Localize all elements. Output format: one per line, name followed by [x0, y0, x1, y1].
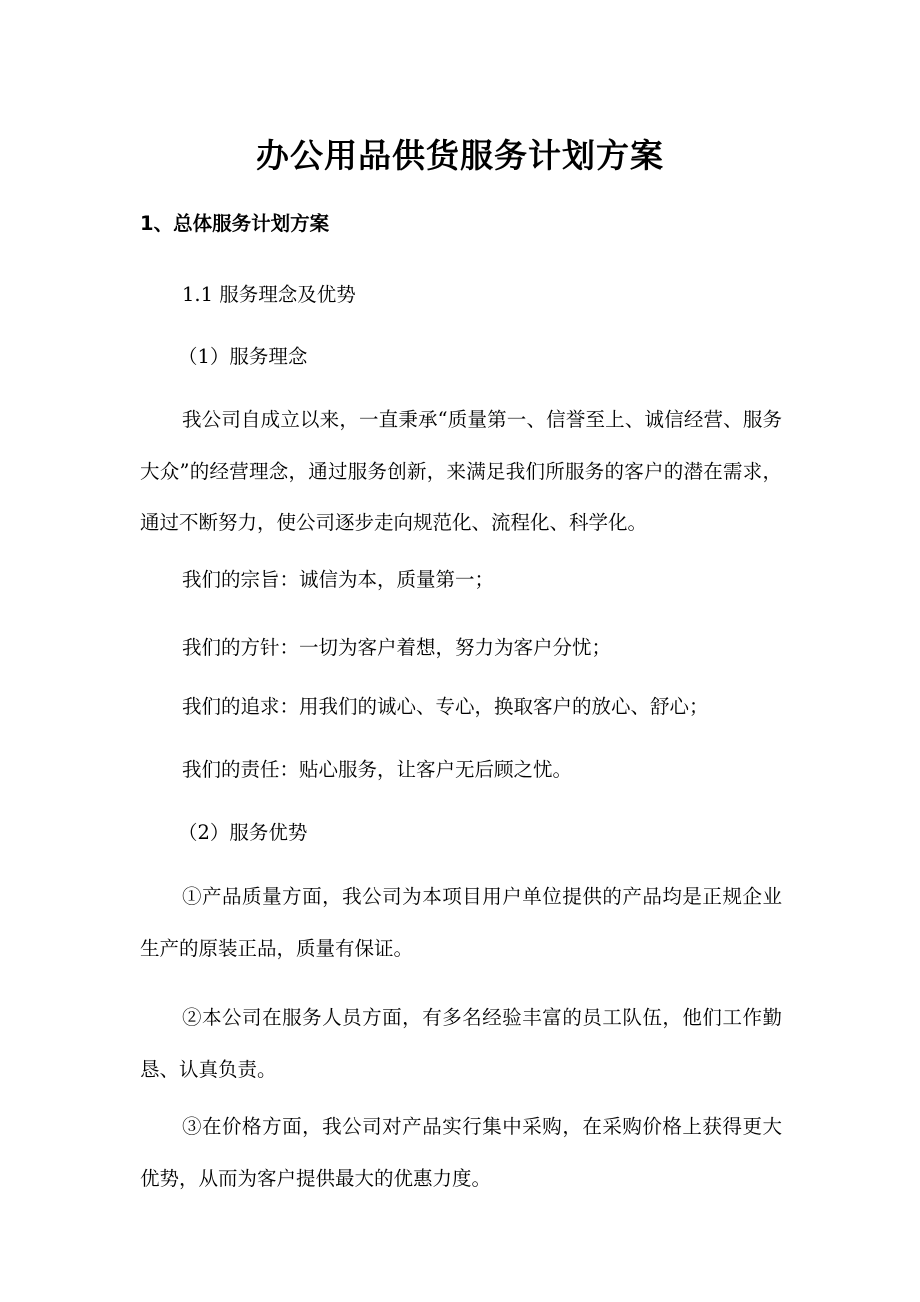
part-heading-service-philosophy: （1）服务理念 [178, 345, 308, 368]
section-heading-1: 1、总体服务计划方案 [140, 212, 330, 235]
document-title: 办公用品供货服务计划方案 [256, 136, 664, 175]
part-heading-service-advantages: （2）服务优势 [178, 821, 308, 844]
advantage-quality: ①产品质量方面，我公司为本项目用户单位提供的产品均是正规企业生产的原装正品，质量有保证。 [140, 885, 782, 960]
advantage-staff: ②本公司在服务人员方面，有多名经验丰富的员工队伍，他们工作勤恳、认真负责。 [140, 1006, 782, 1081]
tenet-responsibility: 我们的责任：贴心服务，让客户无后顾之忧。 [182, 758, 573, 781]
subsection-heading-1-1: 1.1 服务理念及优势 [182, 283, 356, 306]
tenet-purpose: 我们的宗旨：诚信为本，质量第一； [182, 568, 495, 591]
tenet-pursuit: 我们的追求：用我们的诚心、专心，换取客户的放心、舒心； [182, 695, 709, 718]
advantage-price: ③在价格方面，我公司对产品实行集中采购，在采购价格上获得更大优势，从而为客户提供最大的优惠力度。 [140, 1115, 782, 1190]
tenet-policy: 我们的方针：一切为客户着想，努力为客户分忧； [182, 636, 612, 659]
intro-paragraph: 我公司自成立以来，一直秉承“质量第一、信誉至上、诚信经营、服务大众”的经营理念，通过服务创新，来满足我们所服务的客户的潜在需求，通过不断努力，使公司逐步走向规范化、流程化、科学化。 [140, 408, 782, 534]
